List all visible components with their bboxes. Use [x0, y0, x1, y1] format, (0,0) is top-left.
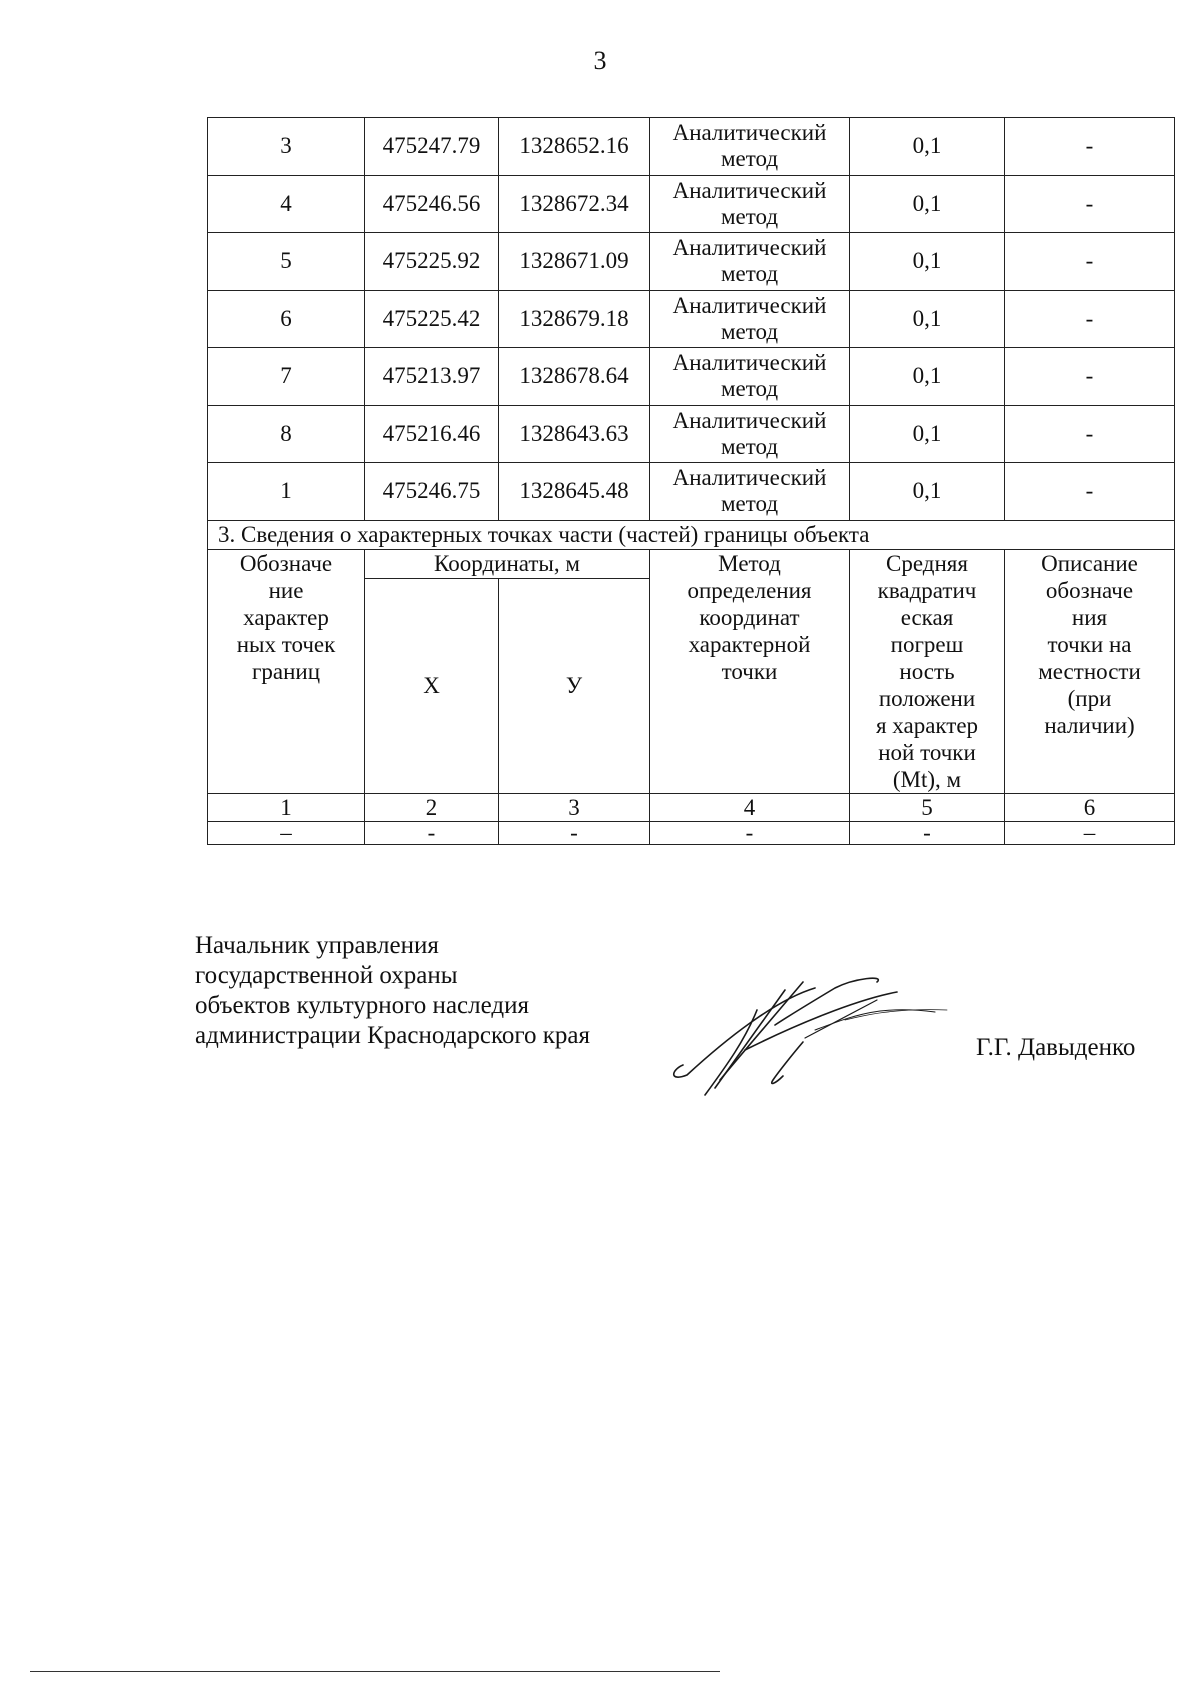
empty-cell: -	[650, 821, 850, 844]
method-cell	[650, 348, 850, 406]
header-line: квадратич	[877, 577, 977, 603]
method-line: метод	[720, 376, 779, 402]
signatory-title	[195, 931, 590, 1051]
accuracy-cell: 0,1	[850, 118, 1005, 176]
footer-divider	[30, 1671, 720, 1672]
description-cell: -	[1005, 463, 1175, 521]
header-line: (Mt), м	[892, 766, 962, 792]
header-line: ность	[899, 658, 955, 684]
description-cell: -	[1005, 233, 1175, 291]
page-number: 3	[593, 46, 607, 75]
header-line: точки	[721, 658, 778, 684]
method-line: Аналитический	[672, 235, 827, 261]
empty-data-row	[208, 821, 1175, 844]
method-cell	[650, 175, 850, 233]
point-cell: 5	[208, 233, 365, 291]
header-line: ние	[268, 577, 304, 603]
method-line: Аналитический	[672, 407, 827, 433]
coordinates-table	[207, 117, 1175, 845]
empty-cell: -	[850, 821, 1005, 844]
method-line: Аналитический	[672, 350, 827, 376]
header-x: X	[365, 578, 499, 793]
header-line: характер	[243, 604, 329, 630]
header-line: ния	[1071, 604, 1108, 630]
description-cell: -	[1005, 348, 1175, 406]
method-cell	[650, 118, 850, 176]
table-row	[208, 175, 1175, 233]
x-coordinate-cell: 475216.46	[365, 405, 499, 463]
header-row	[208, 549, 1175, 578]
method-cell	[650, 233, 850, 291]
header-line: я характер	[875, 712, 979, 738]
y-coordinate-cell: 1328645.48	[499, 463, 650, 521]
header-line: Средняя	[886, 550, 968, 576]
table-row	[208, 405, 1175, 463]
coordinates-table-body	[208, 118, 1175, 521]
header-line: характерной	[688, 631, 811, 657]
method-cell	[650, 290, 850, 348]
method-line: Аналитический	[672, 465, 827, 491]
method-line: метод	[720, 491, 779, 517]
signatory-title-line: объектов культурного наследия	[195, 992, 529, 1019]
accuracy-cell: 0,1	[850, 348, 1005, 406]
header-coordinates: Координаты, м	[365, 549, 650, 578]
y-coordinate-cell: 1328678.64	[499, 348, 650, 406]
header-method	[650, 549, 850, 793]
column-number: 6	[1005, 793, 1175, 821]
header-description	[1005, 549, 1175, 793]
description-cell: -	[1005, 118, 1175, 176]
column-number: 2	[365, 793, 499, 821]
accuracy-cell: 0,1	[850, 463, 1005, 521]
header-line: погреш	[890, 631, 964, 657]
point-cell: 6	[208, 290, 365, 348]
section-title-row	[208, 520, 1175, 549]
header-line: обозначе	[1045, 577, 1134, 603]
accuracy-cell: 0,1	[850, 175, 1005, 233]
header-line: еская	[900, 604, 954, 630]
empty-cell: –	[1005, 821, 1175, 844]
accuracy-cell: 0,1	[850, 290, 1005, 348]
y-coordinate-cell: 1328643.63	[499, 405, 650, 463]
signatory-title-line: Начальник управления	[195, 932, 439, 959]
header-line: наличии)	[1044, 712, 1135, 738]
point-cell: 1	[208, 463, 365, 521]
header-y: У	[499, 578, 650, 793]
x-coordinate-cell: 475225.92	[365, 233, 499, 291]
description-cell: -	[1005, 405, 1175, 463]
table-row	[208, 233, 1175, 291]
header-line: ной точки	[878, 739, 976, 765]
method-line: метод	[720, 318, 779, 344]
x-coordinate-cell: 475246.56	[365, 175, 499, 233]
x-coordinate-cell: 475213.97	[365, 348, 499, 406]
empty-cell: -	[365, 821, 499, 844]
empty-cell: –	[208, 821, 365, 844]
description-cell: -	[1005, 175, 1175, 233]
method-cell	[650, 405, 850, 463]
empty-cell: -	[499, 821, 650, 844]
method-line: метод	[720, 146, 779, 172]
header-line: ных точек	[236, 631, 336, 657]
column-number: 4	[650, 793, 850, 821]
column-numbers-row	[208, 793, 1175, 821]
header-error	[850, 549, 1005, 793]
point-cell: 7	[208, 348, 365, 406]
method-line: метод	[720, 203, 779, 229]
column-number: 3	[499, 793, 650, 821]
y-coordinate-cell: 1328652.16	[499, 118, 650, 176]
point-cell: 3	[208, 118, 365, 176]
y-coordinate-cell: 1328679.18	[499, 290, 650, 348]
header-line: (при	[1067, 685, 1112, 711]
x-coordinate-cell: 475246.75	[365, 463, 499, 521]
table-row	[208, 118, 1175, 176]
y-coordinate-cell: 1328672.34	[499, 175, 650, 233]
description-cell: -	[1005, 290, 1175, 348]
header-line: координат	[699, 604, 800, 630]
method-line: метод	[720, 433, 779, 459]
signer-name: Г.Г. Давыденко	[976, 1034, 1136, 1061]
x-coordinate-cell: 475225.42	[365, 290, 499, 348]
header-line: положени	[878, 685, 976, 711]
accuracy-cell: 0,1	[850, 233, 1005, 291]
accuracy-cell: 0,1	[850, 405, 1005, 463]
x-coordinate-cell: 475247.79	[365, 118, 499, 176]
method-line: Аналитический	[672, 292, 827, 318]
header-line: Описание	[1041, 550, 1138, 576]
point-cell: 8	[208, 405, 365, 463]
header-line: Метод	[718, 550, 781, 576]
handwritten-signature	[665, 970, 955, 1100]
header-line: границ	[251, 658, 321, 684]
header-line: местности	[1038, 658, 1141, 684]
method-line: метод	[720, 261, 779, 287]
method-line: Аналитический	[672, 120, 827, 146]
table-row	[208, 348, 1175, 406]
method-cell	[650, 463, 850, 521]
signatory-title-line: администрации Краснодарского края	[195, 1022, 591, 1049]
y-coordinate-cell: 1328671.09	[499, 233, 650, 291]
column-number: 5	[850, 793, 1005, 821]
header-designation	[208, 549, 365, 793]
column-number: 1	[208, 793, 365, 821]
header-line: определения	[687, 577, 812, 603]
table-row	[208, 290, 1175, 348]
signatory-title-line: государственной охраны	[195, 962, 458, 989]
section-title: 3. Сведения о характерных точках части (частей) границы объекта	[208, 520, 1175, 549]
header-line: Обозначе	[239, 550, 333, 576]
point-cell: 4	[208, 175, 365, 233]
method-line: Аналитический	[672, 177, 827, 203]
table-row	[208, 463, 1175, 521]
header-line: точки на	[1047, 631, 1132, 657]
